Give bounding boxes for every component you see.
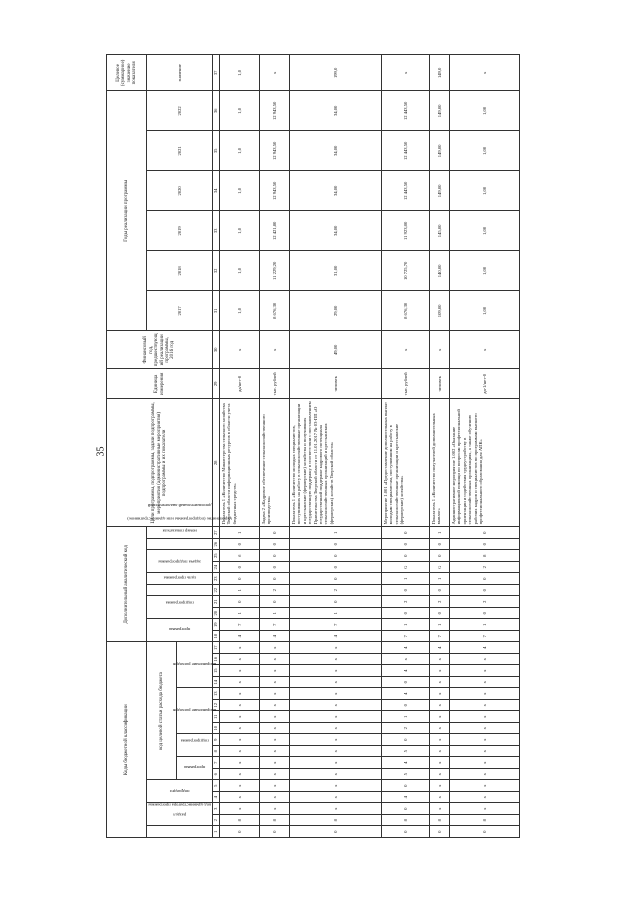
code-cell: 1: [290, 608, 382, 620]
description-cell: Показатель 1 «Количество получателей дополнительных выплат»: [430, 399, 450, 527]
year-value-cell: 1,0: [220, 291, 260, 331]
base-year-cell: х: [450, 331, 520, 369]
code-cell: х: [450, 757, 520, 769]
column-number: 32: [213, 251, 220, 291]
code-cell: 0: [260, 562, 290, 574]
code-cell: 0: [430, 585, 450, 597]
target-value-cell: 1,0: [220, 55, 260, 91]
description-cell: Мероприятие 1.001 «Предоставление дополнительных выплат молодым специалистам, поступившим на работу в сельскохозяйственные организации и крестьянские (фермерские) хозяйства»: [382, 399, 430, 527]
code-cell: 1: [220, 608, 260, 620]
year-value-cell: 34,00: [290, 171, 382, 211]
code-cell: х: [430, 757, 450, 769]
code-cell: 0: [220, 573, 260, 585]
code-cell: 0: [430, 608, 450, 620]
code-cell: х: [450, 677, 520, 689]
code-cell: х: [260, 780, 290, 792]
code-cell: х: [260, 642, 290, 654]
code-cell: 0: [382, 585, 430, 597]
base-year-header: Финансовый год, предшествующий реализации программы, 2016 год: [107, 331, 213, 369]
code-cell: х: [260, 769, 290, 781]
expense-dir2-header: направление расходов: [177, 642, 213, 688]
column-number: 19: [213, 619, 220, 631]
code-cell: х: [290, 665, 382, 677]
unit-cell: тыс. рублей: [260, 369, 290, 399]
unit-cell: человек: [290, 369, 382, 399]
description-cell: Задача 2 «Кадровое обеспечение сельскохозяйственного производства»: [260, 399, 290, 527]
code-cell: х: [430, 688, 450, 700]
add-subprogram-header: подпрограмма: [147, 596, 213, 619]
year-value-cell: 34,00: [290, 131, 382, 171]
code-cell: б: [220, 550, 260, 562]
code-cell: 1: [382, 711, 430, 723]
code-cell: х: [450, 746, 520, 758]
description-cell: Показатель 1 «Количество Министерства сельского хозяйства Тверской области информационных ресурсов в области учета бюджетных средств»: [220, 399, 260, 527]
code-cell: х: [260, 723, 290, 735]
code-cell: х: [290, 677, 382, 689]
year-value-cell: 12 443,50: [382, 131, 430, 171]
code-cell: 0: [290, 826, 382, 838]
column-number: 5: [213, 780, 220, 792]
column-number: 22: [213, 585, 220, 597]
column-number: 31: [213, 291, 220, 331]
code-cell: 8: [430, 815, 450, 827]
year-value-cell: 10 725,70: [382, 251, 430, 291]
base-year-cell: х: [382, 331, 430, 369]
add-goal-header: цель программы: [147, 585, 213, 597]
code-cell: х: [220, 677, 260, 689]
code-cell: 4: [290, 631, 382, 643]
code-cell: х: [290, 746, 382, 758]
code-cell: х: [260, 746, 290, 758]
expense-code-header: код целевой статьи расхода бюджета: [147, 642, 177, 780]
code-cell: х: [220, 780, 260, 792]
code-cell: х: [290, 734, 382, 746]
year-2017-header: 2017: [147, 291, 213, 331]
year-value-cell: 29,00: [290, 291, 382, 331]
code-cell: 0: [220, 562, 260, 574]
code-cell: 1: [430, 619, 450, 631]
code-cell: х: [450, 711, 520, 723]
code-cell: х: [290, 769, 382, 781]
expense-dir-header: направление расходов: [177, 688, 213, 734]
base-year-cell: х: [260, 331, 290, 369]
year-2019-header: 2019: [147, 211, 213, 251]
code-cell: х: [450, 734, 520, 746]
code-cell: х: [220, 792, 260, 804]
column-number: 24: [213, 562, 220, 574]
code-cell: 4: [260, 631, 290, 643]
column-number: 34: [213, 171, 220, 211]
code-cell: х: [220, 688, 260, 700]
code-cell: 7: [220, 619, 260, 631]
column-number: 20: [213, 608, 220, 620]
column-number: 17: [213, 642, 220, 654]
code-cell: х: [430, 723, 450, 735]
code-cell: х: [450, 700, 520, 712]
column-number: 29: [213, 369, 220, 399]
year-value-cell: 12 421,80: [260, 211, 290, 251]
year-value-cell: 34,00: [290, 91, 382, 131]
year-2022-header: 2022: [147, 91, 213, 131]
description-cell: Показатель 1 «Количество молодых специалистов, поступивших на работу в сельскохозяйственные организации и крестьянские (фермерские) хозяйства и получивших государственную поддержку в соответствии с постановлением Правительства Тверской области от 11.01.2017 № 03-ПП «О государственной поддержке кадрового потенциала сельскохозяйственных организаций и крестьянских (фермерских) хозяйств Тверской области»: [290, 399, 382, 527]
base-year-cell: х: [430, 331, 450, 369]
code-cell: х: [290, 757, 382, 769]
description-cell: Административное мероприятие 1.002 «Оказание информационной помощи по вопросам профессиональной ориентации и содействия трудоустройству в сельскохозяйственных организациях, а также обучению рабочих кадров и специалистов по программам высшего профессионального образования для АПК»: [450, 399, 520, 527]
column-number: 23: [213, 573, 220, 585]
code-cell: х: [290, 700, 382, 712]
year-value-cell: 8 676,30: [382, 291, 430, 331]
code-cell: 0: [220, 826, 260, 838]
code-cell: 7: [430, 631, 450, 643]
table-row: [430, 55, 450, 838]
year-value-cell: 149,00: [430, 131, 450, 171]
add-codes-header: Дополнительный аналитический код: [107, 527, 147, 642]
code-cell: 0: [382, 608, 430, 620]
code-cell: х: [430, 665, 450, 677]
code-cell: 8: [260, 815, 290, 827]
unit-cell: тыс. рублей: [382, 369, 430, 399]
table-row: [260, 55, 290, 838]
target-value-cell: 199,0: [290, 55, 382, 91]
code-cell: 0: [290, 539, 382, 551]
year-value-cell: 12 943,50: [260, 91, 290, 131]
add-measure-header: мероприятие (подпрограммы или административное): [147, 550, 213, 573]
year-value-cell: 1,00: [450, 131, 520, 171]
code-cell: х: [430, 677, 450, 689]
year-value-cell: 1,0: [220, 171, 260, 211]
code-cell: х: [220, 757, 260, 769]
table-row: [220, 55, 260, 838]
code-cell: х: [290, 792, 382, 804]
column-number: 12: [213, 700, 220, 712]
code-cell: х: [220, 665, 260, 677]
column-number: 25: [213, 550, 220, 562]
code-cell: 0: [290, 562, 382, 574]
code-cell: 0: [450, 585, 520, 597]
code-cell: 0: [290, 596, 382, 608]
year-value-cell: 12 943,50: [260, 131, 290, 171]
code-cell: 2: [260, 585, 290, 597]
year-value-cell: 34,00: [290, 211, 382, 251]
code-cell: 1: [382, 573, 430, 585]
code-cell: 8: [290, 815, 382, 827]
code-cell: 0: [450, 527, 520, 539]
code-cell: х: [220, 769, 260, 781]
code-cell: 5: [382, 769, 430, 781]
code-cell: 0: [260, 527, 290, 539]
code-cell: 8: [220, 815, 260, 827]
code-cell: 4: [382, 665, 430, 677]
code-cell: 1: [220, 527, 260, 539]
code-cell: х: [260, 654, 290, 666]
code-cell: 2: [450, 596, 520, 608]
budget-codes-header: Коды бюджетной классификации: [107, 642, 147, 838]
code-cell: 4: [220, 631, 260, 643]
code-cell: 4: [450, 642, 520, 654]
code-cell: 8: [450, 815, 520, 827]
code-cell: х: [220, 803, 260, 815]
column-number: 2: [213, 815, 220, 827]
year-value-cell: 1,00: [450, 211, 520, 251]
code-cell: 1: [430, 573, 450, 585]
column-number: 8: [213, 746, 220, 758]
program-code-header: программа: [177, 757, 213, 780]
base-year-cell: х: [220, 331, 260, 369]
unit-header: Единица измерения: [107, 369, 213, 399]
add-program-header: программа: [147, 619, 213, 642]
code-cell: 1: [260, 608, 290, 620]
target-value-cell: х: [260, 55, 290, 91]
code-cell: 2: [450, 562, 520, 574]
unit-cell: да-1/нет-0: [450, 369, 520, 399]
year-value-cell: 1,00: [450, 251, 520, 291]
code-cell: 0: [382, 780, 430, 792]
year-value-cell: 145,00: [430, 211, 450, 251]
column-number: 3: [213, 803, 220, 815]
code-cell: 0: [260, 550, 290, 562]
code-cell: 1: [220, 585, 260, 597]
code-cell: 1: [290, 527, 382, 539]
code-cell: 0: [382, 826, 430, 838]
code-cell: х: [260, 757, 290, 769]
code-cell: х: [450, 665, 520, 677]
code-cell: х: [290, 780, 382, 792]
code-cell: 0: [290, 573, 382, 585]
year-value-cell: 1,00: [450, 171, 520, 211]
code-cell: х: [290, 711, 382, 723]
code-cell: х: [430, 746, 450, 758]
code-cell: х: [260, 677, 290, 689]
code-cell: 0: [290, 550, 382, 562]
year-value-cell: 12 943,50: [260, 171, 290, 211]
code-cell: 0: [430, 550, 450, 562]
code-cell: х: [450, 803, 520, 815]
column-number: 11: [213, 711, 220, 723]
code-cell: х: [450, 792, 520, 804]
code-cell: G: [430, 562, 450, 574]
code-cell: х: [430, 803, 450, 815]
column-number: 14: [213, 677, 220, 689]
code-cell: 0: [382, 803, 430, 815]
goals-header: Цели программы, подпрограммы, задачи подпрограммы, мероприятия (административные мероприятия) подпрограммы и их показатели: [107, 399, 213, 527]
rotated-table-page: [106, 59, 538, 838]
year-value-cell: 149,00: [430, 171, 450, 211]
code-cell: х: [430, 700, 450, 712]
code-cell: 0: [260, 826, 290, 838]
code-cell: х: [220, 654, 260, 666]
code-cell: 7: [382, 631, 430, 643]
column-number: 16: [213, 654, 220, 666]
code-cell: х: [220, 746, 260, 758]
code-cell: х: [430, 654, 450, 666]
table-row: [382, 55, 430, 838]
year-value-cell: 1,00: [450, 291, 520, 331]
column-number: 28: [213, 399, 220, 527]
code-cell: 2: [430, 596, 450, 608]
code-cell: х: [450, 780, 520, 792]
column-number: 10: [213, 723, 220, 735]
column-number: 26: [213, 539, 220, 551]
code-cell: 8: [450, 550, 520, 562]
subprogram-code-header: подпрограмма: [177, 734, 213, 757]
year-value-cell: 1,0: [220, 131, 260, 171]
code-cell: 2: [382, 723, 430, 735]
code-cell: х: [290, 803, 382, 815]
target-value-cell: 149,0: [430, 55, 450, 91]
scan-top-edge: [0, 0, 640, 10]
code-cell: х: [220, 642, 260, 654]
column-numbers-row: [213, 55, 220, 838]
column-number: 33: [213, 211, 220, 251]
section-header: раздел: [147, 803, 213, 826]
code-cell: 4: [430, 642, 450, 654]
column-number: 13: [213, 688, 220, 700]
column-number: 30: [213, 331, 220, 369]
code-cell: 0: [430, 826, 450, 838]
code-cell: 0: [382, 700, 430, 712]
code-cell: 0: [260, 539, 290, 551]
target-header: Целевое (суммарное) значение показателя: [107, 55, 147, 91]
year-value-cell: 109,00: [430, 291, 450, 331]
code-cell: х: [260, 792, 290, 804]
program-table: [106, 54, 520, 838]
column-number: 7: [213, 757, 220, 769]
code-cell: х: [260, 665, 290, 677]
subsection-header: подраздел: [147, 780, 213, 803]
code-cell: х: [430, 734, 450, 746]
code-cell: х: [450, 654, 520, 666]
code-cell: х: [260, 734, 290, 746]
code-cell: 0: [382, 527, 430, 539]
page-number: 35: [95, 446, 107, 457]
code-cell: 1: [382, 619, 430, 631]
year-value-cell: 1,00: [450, 91, 520, 131]
column-number: 15: [213, 665, 220, 677]
code-cell: 0: [260, 573, 290, 585]
code-cell: 0: [450, 608, 520, 620]
code-cell: 0: [382, 734, 430, 746]
year-value-cell: 11 923,80: [382, 211, 430, 251]
year-value-cell: 31,00: [290, 251, 382, 291]
code-cell: 7: [450, 631, 520, 643]
admin-code-header: код администратора программы: [147, 826, 213, 838]
code-cell: х: [260, 803, 290, 815]
code-cell: 0: [450, 573, 520, 585]
code-cell: х: [450, 688, 520, 700]
code-cell: х: [290, 654, 382, 666]
code-cell: х: [290, 723, 382, 735]
code-cell: х: [220, 711, 260, 723]
code-cell: 4: [382, 688, 430, 700]
code-cell: х: [382, 654, 430, 666]
target-value-cell: х: [382, 55, 430, 91]
code-cell: х: [260, 688, 290, 700]
code-cell: х: [430, 711, 450, 723]
year-value-cell: 149,00: [430, 91, 450, 131]
code-cell: х: [430, 780, 450, 792]
column-number: 35: [213, 131, 220, 171]
unit-cell: да/нет-0: [220, 369, 260, 399]
code-cell: 4: [382, 757, 430, 769]
year-value-cell: 11 229,20: [260, 251, 290, 291]
code-cell: 0: [382, 677, 430, 689]
year-value-cell: 140,00: [430, 251, 450, 291]
code-cell: х: [450, 723, 520, 735]
add-analytic-header: дополнительный аналитический: [147, 527, 213, 539]
code-cell: 0: [220, 539, 260, 551]
year-2020-header: 2020: [147, 171, 213, 211]
code-cell: х: [260, 711, 290, 723]
add-indicator-header: номер показателя: [147, 539, 213, 551]
table-row: [450, 55, 520, 838]
code-cell: 0: [382, 539, 430, 551]
code-cell: 0: [260, 596, 290, 608]
code-cell: х: [220, 723, 260, 735]
code-cell: 4: [382, 792, 430, 804]
code-cell: х: [290, 688, 382, 700]
year-value-cell: 1,0: [220, 251, 260, 291]
code-cell: х: [220, 700, 260, 712]
code-cell: 8: [382, 815, 430, 827]
code-cell: 0: [450, 539, 520, 551]
year-value-cell: 12 443,50: [382, 171, 430, 211]
code-cell: 5: [382, 746, 430, 758]
code-cell: 1: [430, 527, 450, 539]
code-cell: 2: [382, 596, 430, 608]
year-value-cell: 8 676,30: [260, 291, 290, 331]
year-value-cell: 1,0: [220, 211, 260, 251]
unit-cell: человек: [430, 369, 450, 399]
code-cell: 2: [290, 585, 382, 597]
column-number: 27: [213, 527, 220, 539]
table-row: [290, 55, 382, 838]
code-cell: 7: [260, 619, 290, 631]
code-cell: G: [382, 562, 430, 574]
code-cell: 0: [450, 826, 520, 838]
year-value-cell: 1,0: [220, 91, 260, 131]
years-header: Годы реализации программы: [107, 91, 147, 331]
code-cell: х: [430, 792, 450, 804]
column-number: 4: [213, 792, 220, 804]
code-cell: 0: [382, 550, 430, 562]
column-number: 9: [213, 734, 220, 746]
code-cell: х: [290, 642, 382, 654]
code-cell: х: [450, 769, 520, 781]
code-cell: х: [260, 700, 290, 712]
code-cell: х: [430, 769, 450, 781]
year-value-cell: 12 443,50: [382, 91, 430, 131]
column-number: 6: [213, 769, 220, 781]
code-cell: 0: [430, 539, 450, 551]
code-cell: 1: [450, 619, 520, 631]
column-number: 1: [213, 826, 220, 838]
code-cell: 0: [220, 596, 260, 608]
column-number: 18: [213, 631, 220, 643]
target-value-cell: х: [450, 55, 520, 91]
code-cell: 7: [290, 619, 382, 631]
column-number: 36: [213, 91, 220, 131]
value-header: значение: [147, 55, 213, 91]
code-cell: х: [220, 734, 260, 746]
column-number: 21: [213, 596, 220, 608]
code-cell: 4: [382, 642, 430, 654]
year-2018-header: 2018: [147, 251, 213, 291]
add-task-header: задача подпрограммы: [147, 573, 213, 585]
year-2021-header: 2021: [147, 131, 213, 171]
base-year-cell: 49,00: [290, 331, 382, 369]
column-number: 37: [213, 55, 220, 91]
